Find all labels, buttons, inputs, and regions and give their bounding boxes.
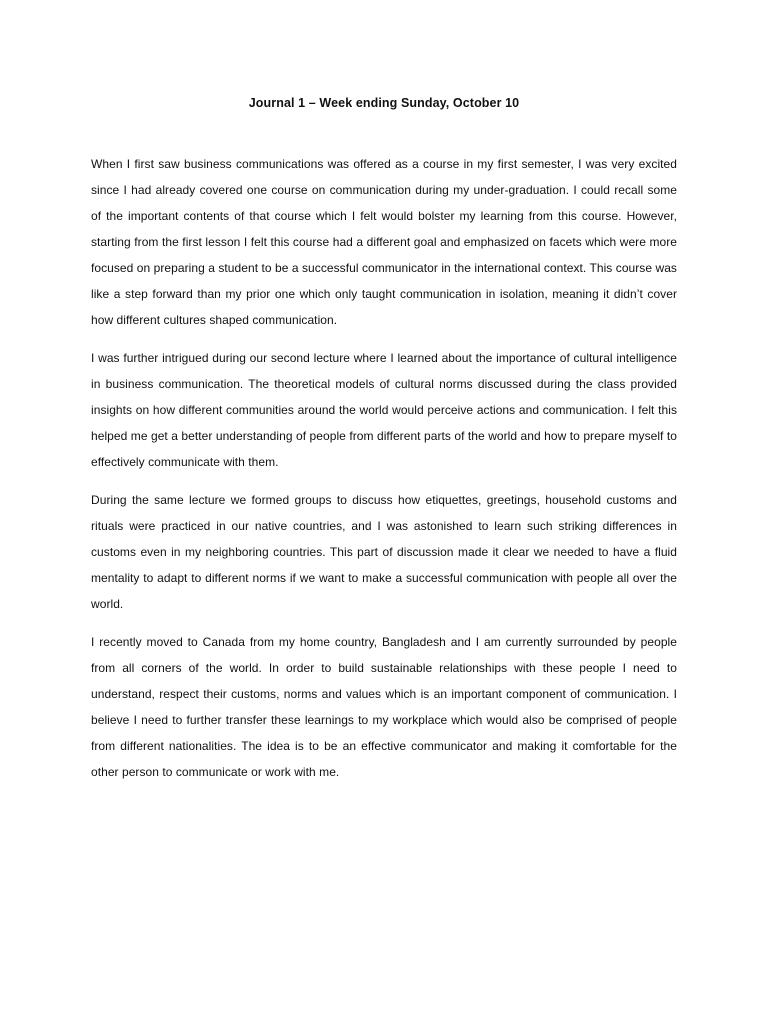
- journal-body: [91, 151, 677, 797]
- paragraph-2: I was further intrigued during our second lecture where I learned about the importance of cultural intelligence in business communication. The theoretical models of cultural norms discussed during the class provided insights on how different communities around the world would perceive actions and communication. I felt this helped me get a better understanding of people from different parts of the world and how to prepare myself to effectively communicate with them.: [91, 351, 677, 469]
- paragraph-1: When I first saw business communications was offered as a course in my first semester, I was very excited since I had already covered one course on communication during my under-graduation. I could recall some of the important contents of that course which I felt would bolster my learning from this course. However, starting from the first lesson I felt this course had a different goal and emphasized on facets which were more focused on preparing a student to be a successful communicator in the international context. This course was like a step forward than my prior one which only taught communication in isolation, meaning it didn’t cover how different cultures shaped communication.: [91, 157, 677, 327]
- paragraph-3: During the same lecture we formed groups to discuss how etiquettes, greetings, household customs and rituals were practiced in our native countries, and I was astonished to learn such striking differences in customs even in my neighboring countries. This part of discussion made it clear we needed to have a fluid mentality to adapt to different norms if we want to make a successful communication with people all over the world.: [91, 493, 677, 611]
- paragraph-4: I recently moved to Canada from my home country, Bangladesh and I am currently surrounded by people from all corners of the world. In order to build sustainable relationships with these people I need to understand, respect their customs, norms and values which is an important component of communication. I believe I need to further transfer these learnings to my workplace which would also be comprised of people from different nationalities. The idea is to be an effective communicator and making it comfortable for the other person to communicate or work with me.: [91, 635, 677, 779]
- journal-title: Journal 1 – Week ending Sunday, October 10: [248, 96, 520, 110]
